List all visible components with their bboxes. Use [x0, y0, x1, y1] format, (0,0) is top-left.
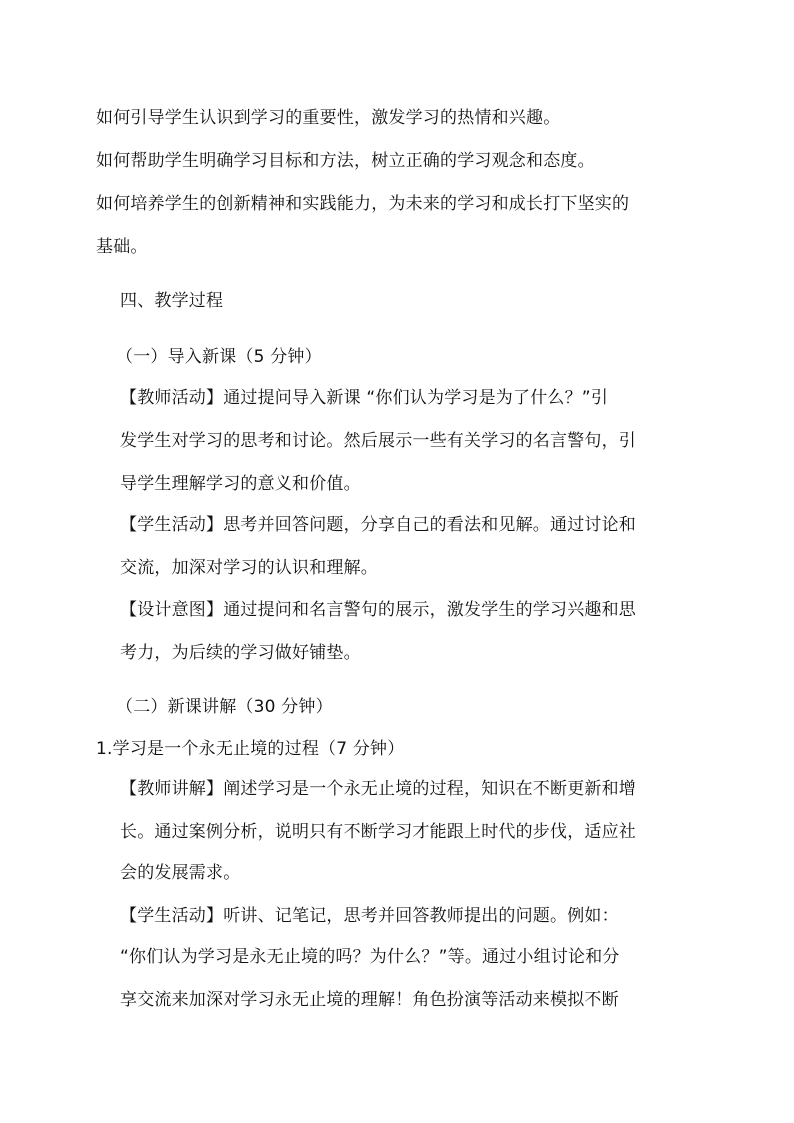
paragraph-question-3-line-1: 如何培养学生的创新精神和实践能力，为未来的学习和成长打下坚实的 — [96, 194, 630, 214]
design-intent-1-line-1: 【设计意图】通过提问和名言警句的展示，激发学生的学习兴趣和思 — [120, 600, 636, 620]
teacher-activity-1-line-1: 【教师活动】通过提问导入新课 “你们认为学习是为了什么？”引 — [120, 388, 609, 408]
student-activity-1-line-2: 交流，加深对学习的认识和理解。 — [120, 558, 378, 578]
section-heading-teaching-process: 四、教学过程 — [120, 291, 224, 311]
subsection-heading-new-lesson: （二）新课讲解（30 分钟） — [116, 697, 333, 717]
student-activity-2-line-2: “你们认为学习是永无止境的吗？为什么？”等。通过小组讨论和分 — [120, 947, 620, 967]
item-heading-1: 1.学习是一个永无止境的过程（7 分钟） — [96, 739, 405, 759]
paragraph-question-1: 如何引导学生认识到学习的重要性，激发学习的热情和兴趣。 — [96, 108, 561, 128]
subsection-heading-intro: （一）导入新课（5 分钟） — [116, 347, 322, 367]
teacher-explanation-2-line-3: 会的发展需求。 — [120, 863, 241, 883]
paragraph-question-3-line-2: 基础。 — [96, 237, 148, 257]
design-intent-1-line-2: 考力，为后续的学习做好铺垫。 — [120, 643, 361, 663]
student-activity-2-line-3: 享交流来加深对学习永无止境的理解！角色扮演等活动来模拟不断 — [120, 990, 619, 1010]
student-activity-2-line-1: 【学生活动】听讲、记笔记，思考并回答教师提出的问题。例如： — [120, 906, 619, 926]
paragraph-question-2: 如何帮助学生明确学习目标和方法，树立正确的学习观念和态度。 — [96, 151, 595, 171]
teacher-explanation-2-line-1: 【教师讲解】阐述学习是一个永无止境的过程，知识在不断更新和增 — [120, 779, 636, 799]
teacher-activity-1-line-2: 发学生对学习的思考和讨论。然后展示一些有关学习的名言警句，引 — [120, 431, 636, 451]
student-activity-1-line-1: 【学生活动】思考并回答问题，分享自己的看法和见解。通过讨论和 — [120, 515, 636, 535]
teacher-explanation-2-line-2: 长。通过案例分析，说明只有不断学习才能跟上时代的步伐，适应社 — [120, 822, 636, 842]
teacher-activity-1-line-3: 导学生理解学习的意义和价值。 — [120, 474, 361, 494]
